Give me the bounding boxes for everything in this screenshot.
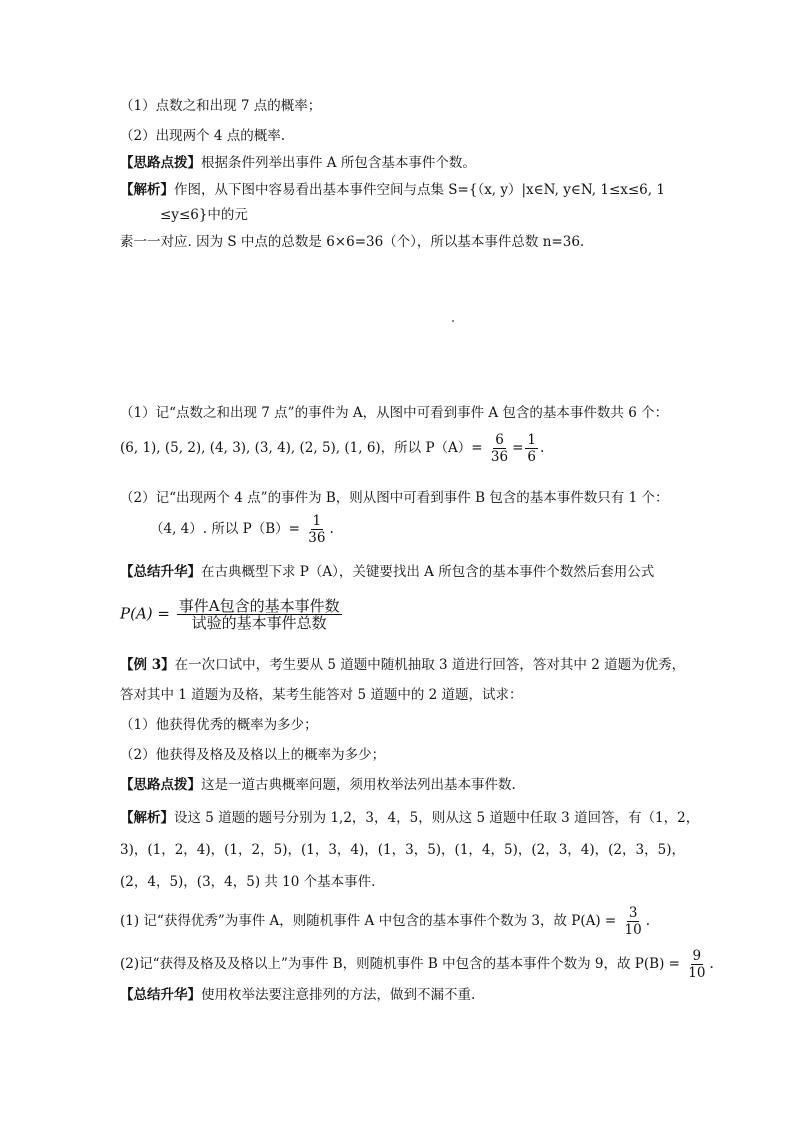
example3-analysis: [120, 808, 699, 828]
fraction-numerator: 3: [628, 905, 638, 921]
fraction-9-10: [686, 948, 707, 981]
figure-placeholder-mark: [452, 320, 454, 322]
part2-line1: （2）记“出现两个 4 点”的事件为 B，则从图中可看到事件 B 包含的基本事件数只有 1 个：: [120, 490, 669, 506]
example3-question-2: （2）他获得及格及及格以上的概率为多少；: [120, 747, 386, 763]
period: .: [645, 913, 651, 929]
example3-summary: [120, 985, 475, 1005]
period: .: [709, 956, 714, 972]
formula-denominator: 试验的基本事件总数: [191, 614, 327, 632]
summary-paragraph: [120, 562, 654, 582]
part1-events: (6, 1), (5, 2), (4, 3), (3, 4), (2, 5), (1, 6)，所以 P（A）=: [120, 440, 483, 456]
analysis-text-3: 素一一对应. 因为 S 中点的总数是 6×6=36（个），所以基本事件总数 n=36.: [120, 234, 585, 250]
answer-1: [120, 905, 650, 938]
part1-line2: [120, 432, 544, 465]
fraction-denominator: 36: [308, 530, 326, 546]
example3-paragraph: [120, 655, 685, 675]
analysis-text-2: ≤y≤6}中的元: [160, 207, 248, 223]
fraction-numerator: 1: [312, 513, 322, 529]
fraction-1-36: [306, 513, 327, 546]
fraction-numerator: 9: [692, 948, 702, 964]
analysis-line3: (2，4，5)，(3，4，5) 共 10 个基本事件.: [120, 874, 376, 890]
fraction-3-10: [623, 905, 644, 938]
equals-sign: =: [512, 440, 524, 456]
fraction-denominator: 36: [490, 449, 509, 465]
summary-label: 【总结升华】: [120, 987, 201, 1003]
analysis-paragraph: [120, 180, 665, 200]
period: .: [540, 440, 545, 456]
analysis-line1: 设这 5 道题的题号分别为 1,2，3，4，5，则从这 5 道题中任取 3 道回答，有（1，2，: [174, 810, 700, 826]
fraction-1-6: [525, 432, 538, 465]
hint-paragraph: [120, 153, 476, 173]
part2-event: （4, 4）. 所以 P（B）=: [150, 521, 300, 537]
summary-text: 在古典概型下求 P（A），关键要找出 A 所包含的基本事件个数然后套用公式: [201, 564, 655, 580]
fraction-numerator: 6: [495, 432, 504, 448]
fraction-denominator: 6: [527, 449, 537, 465]
example3-line2: 答对其中 1 道题为及格，某考生能答对 5 道题中的 2 道题，试求：: [120, 687, 523, 703]
example3-label: 【例 3】: [120, 657, 175, 673]
part2-line2: [150, 513, 334, 546]
hint-text: 根据条件列举出事件 A 所包含基本事件个数。: [201, 155, 476, 171]
answer-1-text: (1) 记“获得优秀”为事件 A，则随机事件 A 中包含的基本事件个数为 3，故 P(A) =: [120, 913, 617, 929]
fraction-denominator: 10: [688, 965, 706, 981]
part1-line1: （1）记“点数之和出现 7 点”的事件为 A，从图中可看到事件 A 包含的基本事件数共 6 个：: [120, 405, 669, 421]
answer-2-text: (2)记“获得及格及及格以上”为事件 B，则随机事件 B 中包含的基本事件个数为 9，故 P(B) =: [120, 956, 680, 972]
hint-text: 这是一道古典概率问题，须用枚举法列出基本事件数.: [201, 777, 516, 793]
fraction-6-36: [489, 432, 510, 465]
formula-lhs: P(A) =: [120, 604, 170, 623]
analysis-label: 【解析】: [120, 810, 174, 826]
fraction-denominator: 10: [624, 922, 642, 938]
answer-2: [120, 948, 714, 981]
example3-hint: [120, 775, 516, 795]
question-2: （2）出现两个 4 点的概率.: [120, 128, 286, 144]
example3-line1: 在一次口试中，考生要从 5 道题中随机抽取 3 道进行回答，答对其中 2 道题为优秀，: [174, 657, 686, 673]
question-1: （1）点数之和出现 7 点的概率；: [120, 98, 322, 114]
probability-formula: [120, 598, 344, 631]
analysis-text-1: 作图，从下图中容易看出基本事件空间与点集 S={（x, y）|x∈N, y∈N, 1≤x≤6, 1: [174, 182, 665, 198]
summary-text: 使用枚举法要注意排列的方法，做到不漏不重.: [201, 987, 476, 1003]
formula-fraction: [177, 598, 342, 631]
example3-question-1: （1）他获得优秀的概率为多少；: [120, 717, 318, 733]
fraction-numerator: 1: [527, 432, 537, 448]
hint-label: 【思路点拨】: [120, 155, 201, 171]
hint-label: 【思路点拨】: [120, 777, 201, 793]
summary-label: 【总结升华】: [120, 564, 201, 580]
analysis-line2: 3)，(1，2，4)，(1，2，5)，(1，3，4)，(1，3，5)，(1，4，5)，(2，3，4)，(2，3，5)，: [120, 842, 685, 858]
formula-numerator: 事件A包含的基本事件数: [178, 597, 340, 615]
period: .: [329, 521, 334, 537]
analysis-label: 【解析】: [120, 182, 174, 198]
